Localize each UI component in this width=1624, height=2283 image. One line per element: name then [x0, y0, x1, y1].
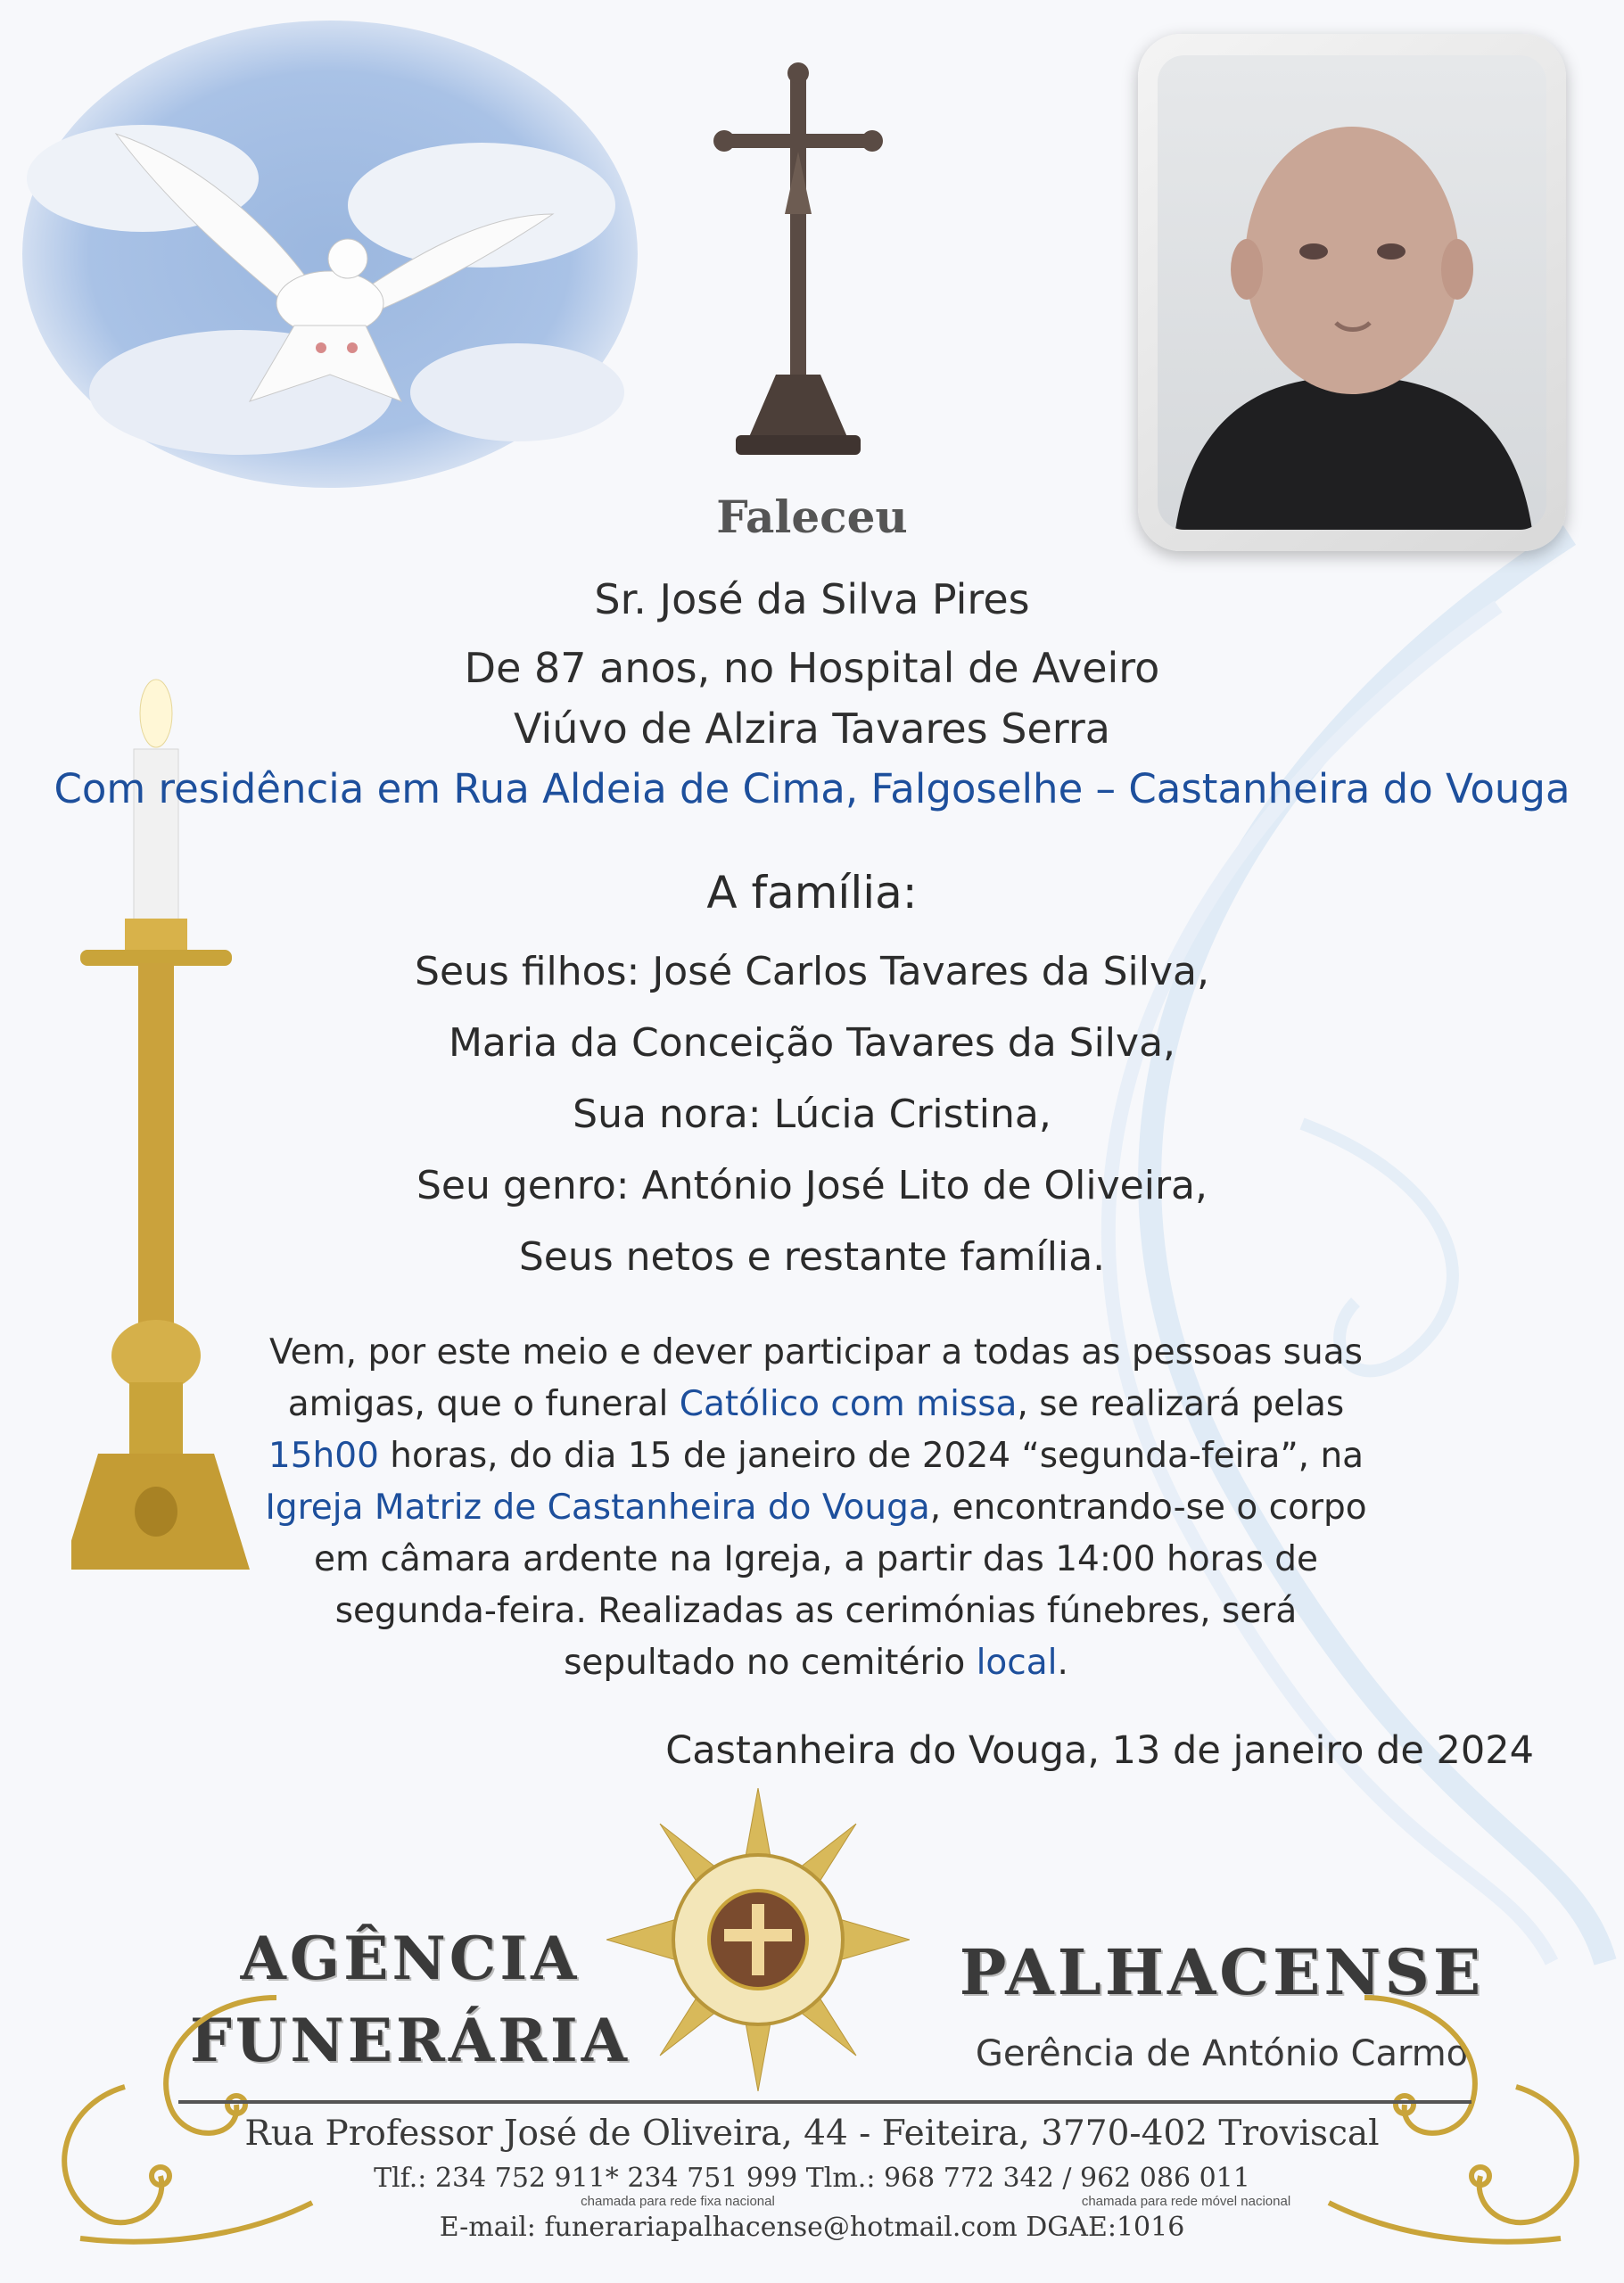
agency-management: Gerência de António Carmo — [975, 2033, 1469, 2074]
dove-image — [18, 18, 642, 490]
funeral-time: 15h00 — [268, 1436, 379, 1476]
announcement-text: , encontrando-se o corpo em câmara ardente na Igreja, a partir das 14:00 horas de segunda-feira. Realizadas as cerimónias fúnebres, será sepultado no cemitério — [314, 1488, 1367, 1683]
landline-note: chamada para rede fixa nacional — [581, 2194, 775, 2209]
crucifix-icon — [713, 62, 883, 464]
portrait-photo — [1138, 34, 1566, 551]
portrait-figure — [1158, 55, 1546, 530]
announcement-text: , se realizará pelas — [1017, 1384, 1345, 1424]
family-line: Seus netos e restante família. — [518, 1234, 1106, 1280]
family-line: Maria da Conceição Tavares da Silva, — [448, 1020, 1176, 1066]
widower-of: Viúvo de Alzira Tavares Serra — [514, 705, 1110, 753]
announcement-text: . — [1057, 1643, 1068, 1683]
agency-word: FUNERÁRIA — [189, 2006, 631, 2075]
agency-name-right: PALHACENSE — [959, 1935, 1485, 2009]
family-title: A família: — [706, 867, 918, 919]
family-line: Seu genro: António José Lito de Oliveira, — [416, 1163, 1208, 1208]
family-line: Sua nora: Lúcia Cristina, — [573, 1092, 1051, 1137]
notice-heading: Faleceu — [716, 490, 908, 543]
family-list — [0, 936, 1624, 1293]
portrait-image — [1158, 55, 1546, 530]
age-place: De 87 anos, no Hospital de Aveiro — [464, 644, 1160, 692]
deceased-name: Sr. José da Silva Pires — [594, 575, 1030, 623]
agency-address: Rua Professor José de Oliveira, 44 - Feiteira, 3770-402 Troviscal — [244, 2114, 1380, 2154]
residence: Com residência em Rua Aldeia de Cima, Falgoselhe – Castanheira do Vouga — [54, 765, 1570, 812]
mobile-note: chamada para rede móvel nacional — [1081, 2194, 1291, 2209]
agency-phones: Tlf.: 234 752 911* 234 751 999 Tlm.: 968 772 342 / 962 086 011 — [374, 2163, 1250, 2194]
funeral-announcement — [259, 1327, 1373, 1689]
announcement-text: Vem, por este meio e dever participar a todas as pessoas suas amigas, que o funeral — [269, 1332, 1363, 1424]
agency-word: AGÊNCIA — [240, 1924, 581, 1993]
burial-place: local — [976, 1643, 1058, 1683]
place-date: Castanheira do Vouga, 13 de janeiro de 2024 — [665, 1728, 1534, 1773]
funeral-type: Católico com missa — [679, 1384, 1018, 1424]
church-name: Igreja Matriz de Castanheira do Vouga — [265, 1488, 930, 1528]
announcement-text: horas, do dia 15 de janeiro de 2024 “segunda-feira”, na — [378, 1436, 1364, 1476]
family-line: Seus filhos: José Carlos Tavares da Silva, — [415, 949, 1209, 994]
agency-email: E-mail: funerariapalhacense@hotmail.com DGAE:1016 — [439, 2212, 1185, 2243]
agency-badge-icon — [606, 1788, 910, 2091]
footer-divider — [178, 2100, 1471, 2104]
